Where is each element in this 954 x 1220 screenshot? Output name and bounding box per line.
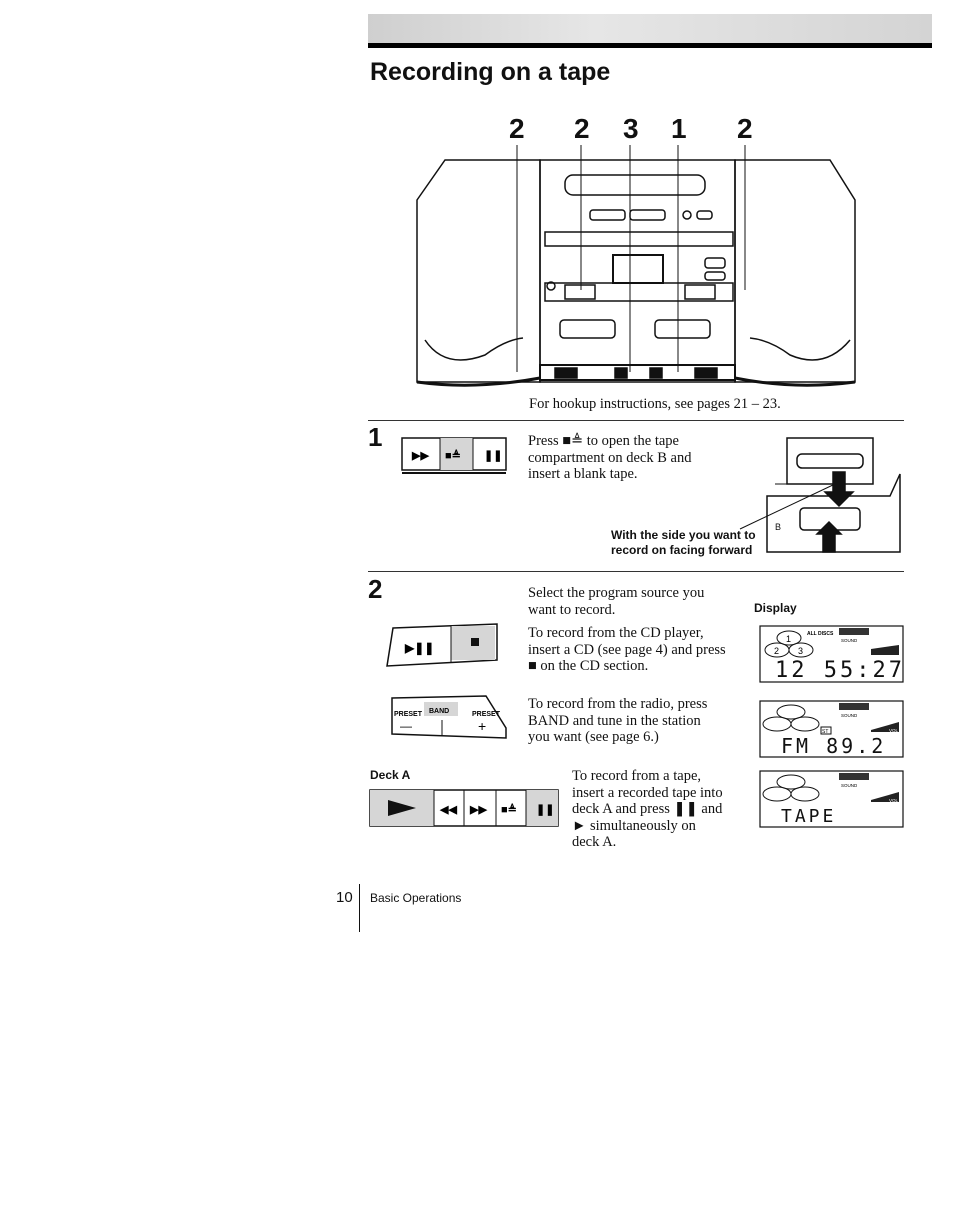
header-rule bbox=[368, 43, 932, 48]
svg-text:❚❚: ❚❚ bbox=[536, 804, 555, 816]
step-number: 1 bbox=[368, 422, 383, 452]
svg-text:▶▶: ▶▶ bbox=[470, 804, 487, 816]
tape-instruction-line: insert a recorded tape into bbox=[572, 784, 723, 801]
plus-label: + bbox=[478, 718, 487, 734]
tape-display-panel bbox=[759, 770, 905, 830]
svg-text:▶▶: ▶▶ bbox=[412, 450, 429, 462]
sound-indicator: SOUND bbox=[841, 783, 858, 788]
step1-text-line: Press ■≜ to open the tape bbox=[528, 433, 679, 449]
minus-label: — bbox=[400, 719, 412, 733]
radio-instruction-line: To record from the radio, press bbox=[528, 696, 708, 712]
step1-text-line: insert a blank tape. bbox=[528, 466, 638, 482]
disc-2-label: 2 bbox=[774, 646, 780, 656]
insert-tape-note: With the side you want to bbox=[611, 528, 756, 542]
callout-number: 3 bbox=[623, 113, 639, 144]
left-speaker bbox=[417, 160, 540, 382]
preset-left-label: PRESET bbox=[394, 711, 423, 718]
display-label: Display bbox=[754, 601, 797, 615]
insert-tape-note: record on facing forward bbox=[611, 543, 753, 557]
radio-instruction-line: you want (see page 6.) bbox=[528, 729, 659, 745]
cd-display-panel bbox=[759, 625, 905, 685]
callout-number: 2 bbox=[737, 113, 753, 144]
callout-number: 2 bbox=[509, 113, 525, 144]
cd-instruction-line: ■ on the CD section. bbox=[528, 658, 649, 674]
radio-band-preset-buttons bbox=[390, 694, 510, 744]
preset-right-label: PRESET bbox=[472, 711, 501, 718]
stereo-indicator: ST bbox=[822, 729, 829, 735]
page-number: 10 bbox=[336, 889, 353, 906]
svg-text:▶❚❚: ▶❚❚ bbox=[405, 641, 435, 655]
deck-b-label: B bbox=[775, 522, 782, 532]
deck-a-label: Deck A bbox=[370, 768, 411, 782]
callout-number: 1 bbox=[671, 113, 687, 144]
step1-text-line: compartment on deck B and bbox=[528, 449, 692, 466]
tape-instruction-line: To record from a tape, bbox=[572, 768, 702, 784]
footer-section-label: Basic Operations bbox=[370, 891, 462, 905]
svg-text:■≜: ■≜ bbox=[445, 450, 461, 462]
cd-instruction-line: To record from the CD player, bbox=[528, 625, 704, 641]
step2-intro-line: Select the program source you bbox=[528, 585, 705, 601]
step2-intro-line: want to record. bbox=[528, 601, 616, 618]
tape-display-readout: TAPE bbox=[781, 806, 837, 827]
svg-text:■≜: ■≜ bbox=[501, 804, 517, 816]
hookup-caption: For hookup instructions, see pages 21 – 23. bbox=[529, 396, 781, 412]
svg-text:◀◀: ◀◀ bbox=[440, 804, 457, 816]
disc-3-label: 3 bbox=[798, 646, 804, 656]
cd-display-readout: 12 55:27 bbox=[775, 658, 905, 683]
cassette-insert-illustration bbox=[735, 434, 907, 562]
stereo-system-illustration bbox=[405, 140, 865, 390]
sound-indicator: SOUND bbox=[841, 638, 858, 643]
step-number: 2 bbox=[368, 574, 383, 604]
disc-1-label: 1 bbox=[786, 634, 792, 644]
callout-number: 2 bbox=[574, 113, 590, 144]
band-label: BAND bbox=[429, 708, 450, 715]
fm-display-panel bbox=[759, 700, 905, 760]
section-divider bbox=[368, 420, 904, 421]
cd-instruction-line: insert a CD (see page 4) and press bbox=[528, 641, 726, 658]
deck-a-buttons bbox=[368, 786, 560, 830]
tape-instruction-line: ► simultaneously on bbox=[572, 817, 696, 834]
deck-b-buttons bbox=[400, 436, 510, 476]
footer-divider bbox=[359, 884, 360, 932]
page-title: Recording on a tape bbox=[370, 58, 611, 86]
tape-instruction-line: deck A and press ❚❚ and bbox=[572, 801, 723, 817]
svg-text:❚❚: ❚❚ bbox=[484, 450, 503, 462]
all-discs-indicator: ALL DISCS bbox=[807, 631, 834, 637]
cd-play-stop-buttons bbox=[383, 622, 505, 670]
section-divider bbox=[368, 571, 904, 572]
tape-instruction-line: deck A. bbox=[572, 834, 617, 850]
radio-instruction-line: BAND and tune in the station bbox=[528, 712, 701, 729]
fm-display-readout: FM 89.2 bbox=[781, 734, 887, 758]
right-speaker bbox=[735, 160, 855, 382]
vol-indicator: VOL bbox=[889, 798, 899, 803]
sound-indicator: SOUND bbox=[841, 713, 858, 718]
vol-indicator: VOL bbox=[889, 728, 899, 733]
